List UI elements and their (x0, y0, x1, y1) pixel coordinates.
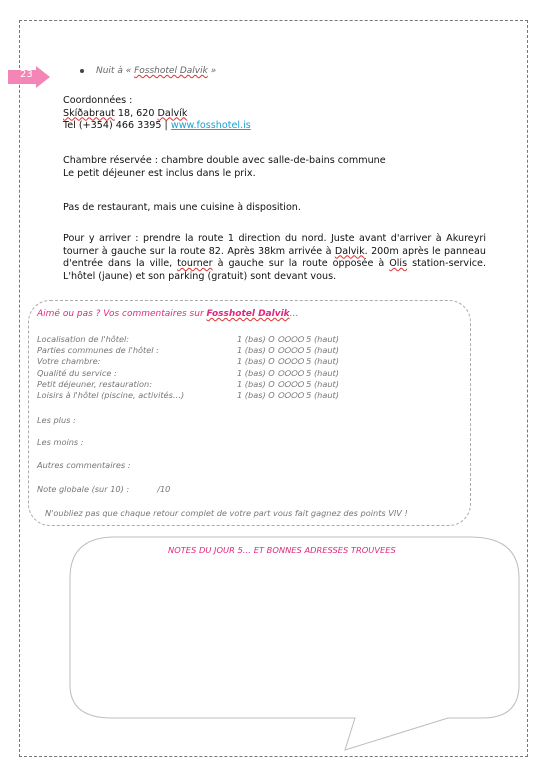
note-globale: Note globale (sur 10) : /10 (37, 484, 171, 494)
moins-label: Les moins : (37, 437, 84, 447)
rating-radio-icon[interactable]: ⭘⭘⭘⭘ (277, 334, 304, 344)
restaurant-info: Pas de restaurant, mais une cuisine à disposition. (63, 202, 301, 213)
feedback-title: Aimé ou pas ? Vos commentaires sur Fosshotel Dalvik… (37, 309, 299, 319)
autres-label: Autres commentaires : (37, 460, 131, 470)
rating-radio-icon[interactable]: ⭘⭘⭘⭘ (277, 345, 304, 356)
rating-row: Loisirs à l'hôtel (piscine, activités…) 1 (bas) O ⭘⭘⭘⭘ 5 (haut) (37, 389, 339, 400)
rating-row: Localisation de l'hôtel: 1 (bas) O ⭘⭘⭘⭘ 5 (haut) (37, 334, 339, 344)
address-line: Skíðabraut 18, 620 Dalvík (63, 107, 188, 119)
feedback-footer: N'oubliez pas que chaque retour complet de votre part vous fait gagnez des points VIV ! (45, 508, 408, 518)
bullet-hotel-name: Fosshotel Dalvik (134, 66, 208, 76)
rating-radio-icon[interactable]: ⭘⭘⭘⭘ (277, 356, 304, 367)
notes-title: NOTES DU JOUR 5… ET BONNES ADRESSES TROUVEES (168, 545, 396, 555)
rating-radio-icon[interactable]: ⭘⭘⭘⭘ (277, 389, 304, 400)
plus-label: Les plus : (37, 415, 76, 425)
hotel-bullet: Nuit à « Fosshotel Dalvik » (80, 66, 216, 76)
coordinates-heading: Coordonnées : (63, 95, 133, 106)
rating-row: Qualité du service : 1 (bas) O ⭘⭘⭘⭘ 5 (haut) (37, 367, 339, 378)
rating-radio-icon[interactable]: ⭘⭘⭘⭘ (277, 378, 304, 389)
rating-row: Petit déjeuner, restauration: 1 (bas) O ⭘⭘⭘⭘ 5 (haut) (37, 378, 339, 389)
room-type: Chambre réservée : chambre double avec salle-de-bains commune (63, 155, 386, 166)
rating-radio-icon[interactable]: ⭘⭘⭘⭘ (277, 367, 304, 378)
directions-block: Pour y arriver : prendre la route 1 direction du nord. Juste avant d'arriver à Akureyri tourner à gauche sur la route 82. Après 38km arrivée à Dalvik. 200m après le panneau d'entrée dans la ville, tourner à gauche sur la route opposée à Olis station-service. L'hôtel (jaune) et son parking (gratuit) sont devant vous. (63, 233, 486, 282)
website-link[interactable]: www.fosshotel.is (170, 120, 251, 131)
rating-row: Votre chambre: 1 (bas) O ⭘⭘⭘⭘ 5 (haut) (37, 356, 339, 367)
rating-row: Parties communes de l'hôtel : 1 (bas) O ⭘⭘⭘⭘ 5 (haut) (37, 345, 339, 356)
page-number: 23 (20, 69, 33, 80)
breakfast-info: Le petit déjeuner est inclus dans le prix. (63, 167, 256, 179)
phone-line: Tel (+354) 466 3395 | www.fosshotel.is (63, 120, 251, 131)
